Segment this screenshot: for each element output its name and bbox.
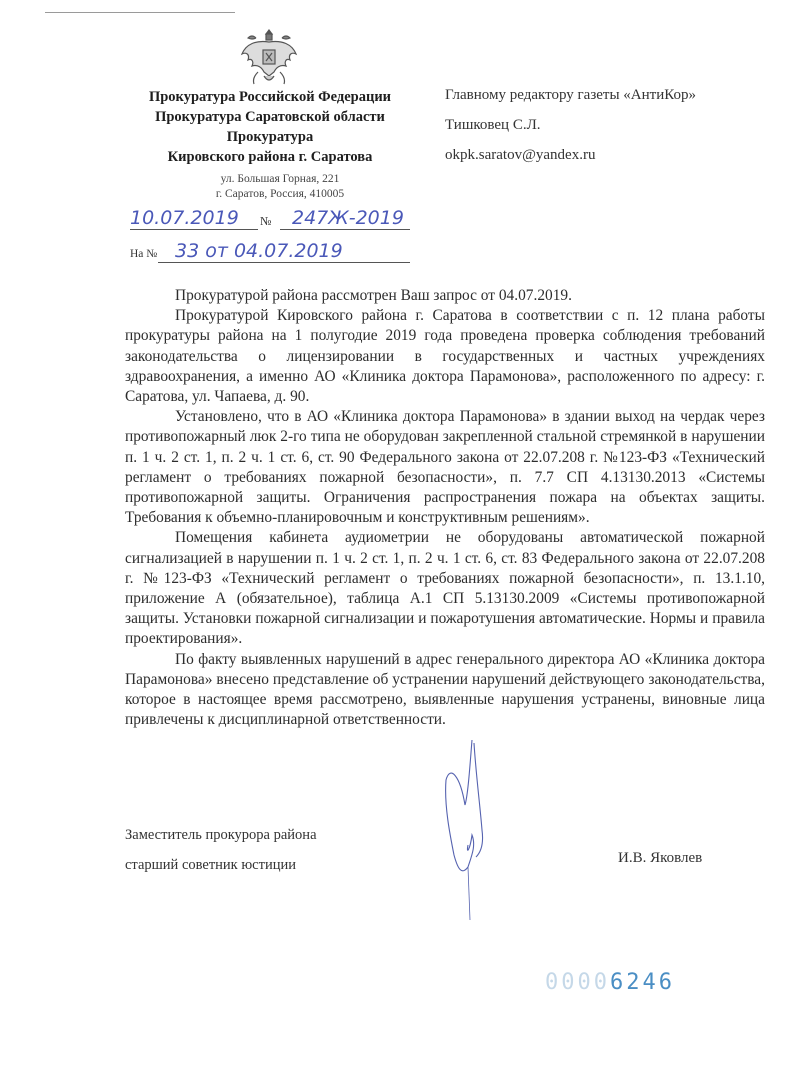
reference-underline — [158, 262, 410, 263]
body-paragraph: Прокуратурой района рассмотрен Ваш запрос от 04.07.2019. — [175, 287, 572, 304]
position-line: Заместитель прокурора района — [125, 827, 317, 843]
registration-date: 10.07.2019 — [130, 207, 239, 229]
recipient-email: okpk.saratov@yandex.ru — [445, 147, 596, 163]
registration-number: 247Ж-2019 — [292, 207, 404, 229]
handwritten-signature — [410, 735, 520, 925]
signatory-position — [125, 820, 317, 880]
registration-line — [120, 207, 420, 231]
number-label: № — [260, 214, 272, 228]
body-paragraph: Помещения кабинета аудиометрии не оборудованы автоматической пожарной сигнализацией в нарушении п. 1 ч. 2 ст. 1, п. 2 ч. 1 ст. 6, ст. 83 Федерального закона от 22.07.208 г. №123-ФЗ «Технический регламент о требованиях пожарной безопасности», п. 13.1.10, приложение А (обязательное), таблица А.1 СП 5.13130.2009 «Системы противопожарной защиты. Установки пожарной сигнализации и пожаротушения автоматические. Нормы и правила проектирования». — [125, 529, 765, 648]
recipient-name: Тишковец С.Л. — [445, 117, 541, 133]
org-line: Прокуратура Саратовской области — [155, 109, 385, 125]
body-paragraph: Прокуратурой Кировского района г. Саратова в соответствии с п. 12 плана работы прокуратуры района на 1 полугодие 2019 года проведена проверка соблюдения требований законодательства о лицензировании в государственных и частных учреждениях здравоохранения, а именно АО «Клиника доктора Парамонова», расположенного по адресу: г. Саратова, ул. Чапаева, д. 90. — [125, 307, 765, 406]
position-line: старший советник юстиции — [125, 857, 296, 873]
address-line: г. Саратов, Россия, 410005 — [215, 188, 345, 200]
recipient-title: Главному редактору газеты «АнтиКор» — [445, 87, 696, 103]
document-stamp-number — [545, 970, 675, 995]
date-underline — [130, 229, 258, 230]
stamp-digits: 6246 — [609, 970, 675, 995]
signatory-name: И.В. Яковлев — [618, 850, 703, 866]
body-paragraph: По факту выявленных нарушений в адрес генерального директора АО «Клиника доктора Парамонова» внесено представление об устранении нарушений действующего законодательства, которое в настоящее время рассмотрено, выявленные нарушения устранены, виновные лица привлечены к дисциплинарной ответственности. — [125, 650, 765, 729]
issuer-address — [140, 172, 420, 202]
org-line: Кировского района г. Саратова — [167, 149, 373, 165]
issuer-header — [120, 87, 420, 167]
coat-of-arms-icon — [236, 24, 302, 88]
org-line: Прокуратура Российской Федерации — [148, 89, 392, 105]
stamp-faint-digits: 0000 — [545, 970, 610, 995]
reference-label: На № — [130, 248, 158, 260]
reference-line — [120, 240, 420, 264]
org-line: Прокуратура — [226, 129, 314, 145]
body-paragraph: Установлено, что в АО «Клиника доктора Парамонова» в здании выход на чердак через противопожарный люк 2-го типа не оборудован закрепленной стальной стремянкой в нарушении п. 1 ч. 2 ст. 1, п. 2 ч. 1 ст. 6, ст. 90 Федерального закона от 22.07.208 г. №123-ФЗ «Технический регламент о требованиях пожарной безопасности», п. 7.7 СП 4.13130.2013 «Системы противопожарной защиты. Ограничения распространения пожара на объектах защиты. Требования к объемно-планировочным и конструктивным решениям». — [125, 408, 765, 527]
recipient-block — [445, 80, 785, 170]
top-divider-line — [45, 12, 235, 13]
reference-value: 33 от 04.07.2019 — [175, 240, 343, 262]
letter-body — [125, 286, 765, 730]
address-line: ул. Большая Горная, 221 — [220, 173, 340, 185]
number-underline — [280, 229, 410, 230]
